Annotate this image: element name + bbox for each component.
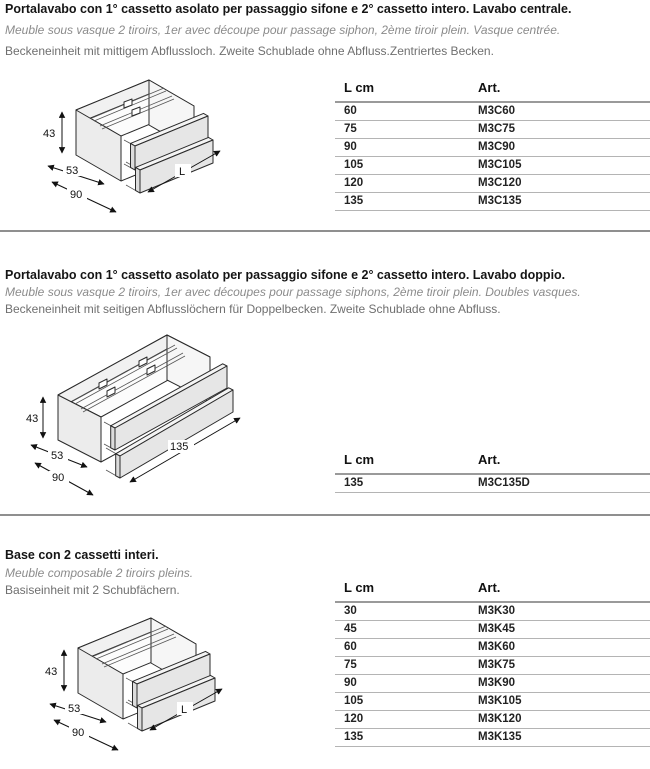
dimension-height [26, 397, 43, 438]
dimension-depth [48, 164, 104, 184]
section-divider-2 [0, 514, 650, 516]
spec-row [335, 193, 650, 211]
spec-cell: 75 [335, 657, 469, 675]
cabinet-drawing-2 [25, 333, 285, 505]
spec-cell: M3K30 [469, 602, 650, 621]
section2-title-french: Meuble sous vasque 2 tiroirs, 1er avec découpes pour passage siphons, 2ème tiroir plein. Doubles vasques. [5, 285, 581, 299]
spec-row [335, 157, 650, 175]
spec-row [335, 657, 650, 675]
col-article-header: Art. [469, 578, 650, 602]
height-label: 43 [43, 128, 56, 140]
spec-cell: M3K120 [469, 711, 650, 729]
spec-row [335, 175, 650, 193]
width-label: 135 [170, 441, 189, 453]
height-label: 43 [45, 666, 58, 678]
total-depth-label: 90 [70, 189, 83, 201]
cabinet-drawing-3 [42, 612, 282, 752]
section3-title-french: Meuble composable 2 tiroirs pleins. [5, 566, 194, 580]
total-depth-label: 90 [72, 727, 85, 739]
spec-cell: M3K90 [469, 675, 650, 693]
spec-header-row [335, 450, 650, 474]
spec-cell: M3C105 [469, 157, 650, 175]
section1-title-german: Beckeneinheit mit mittigem Abflussloch. Zweite Schublade ohne Abfluss.Zentriertes Becken. [5, 44, 494, 58]
spec-cell: 135 [335, 193, 469, 211]
col-article-header: Art. [469, 78, 650, 102]
spec-cell: 120 [335, 711, 469, 729]
cabinet-isometric-svg [40, 74, 280, 214]
spec-row [335, 121, 650, 139]
spec-cell: M3C90 [469, 139, 650, 157]
spec-row [335, 474, 650, 493]
dimension-total-depth [35, 463, 93, 495]
spec-row [335, 675, 650, 693]
cabinet-drawing-1 [40, 74, 280, 214]
total-depth-label: 90 [52, 472, 65, 484]
dimension-height [45, 650, 64, 691]
width-label: L [179, 166, 186, 178]
spec-row [335, 102, 650, 121]
spec-cell: M3K75 [469, 657, 650, 675]
spec-cell: 60 [335, 639, 469, 657]
col-article-header: Art. [469, 450, 650, 474]
spec-cell: 30 [335, 602, 469, 621]
spec-cell: 75 [335, 121, 469, 139]
spec-row [335, 602, 650, 621]
cabinet-isometric-svg [42, 612, 282, 752]
spec-row [335, 729, 650, 747]
dimension-total-depth [52, 182, 116, 212]
spec-cell: 45 [335, 621, 469, 639]
spec-cell: 105 [335, 157, 469, 175]
dimension-total-depth [54, 720, 118, 750]
dimension-height [43, 112, 62, 153]
spec-cell: 105 [335, 693, 469, 711]
spec-header-row [335, 578, 650, 602]
spec-cell: M3K105 [469, 693, 650, 711]
spec-cell: M3C135 [469, 193, 650, 211]
spec-cell: M3K60 [469, 639, 650, 657]
spec-cell: M3K135 [469, 729, 650, 747]
spec-cell: M3C120 [469, 175, 650, 193]
depth-label: 53 [51, 450, 64, 462]
cabinet-isometric-svg [25, 333, 285, 505]
spec-row [335, 621, 650, 639]
spec-cell: M3C60 [469, 102, 650, 121]
section3-title-italian: Base con 2 cassetti interi. [5, 548, 159, 562]
section2-title-italian: Portalavabo con 1° cassetto asolato per passaggio sifone e 2° cassetto intero. Lavabo doppio. [5, 268, 566, 282]
spec-table-1 [335, 78, 650, 211]
spec-table-2 [335, 450, 650, 493]
col-length-header: L cm [335, 78, 469, 102]
spec-cell: M3C135D [469, 474, 650, 493]
section1-title-french: Meuble sous vasque 2 tiroirs, 1er avec découpe pour passage siphon, 2ème tiroir plein. Vasque centrée. [5, 23, 561, 37]
spec-cell: 135 [335, 729, 469, 747]
width-label: L [181, 704, 188, 716]
col-length-header: L cm [335, 450, 469, 474]
section-divider-1 [0, 230, 650, 232]
depth-label: 53 [68, 703, 81, 715]
section2-title-german: Beckeneinheit mit seitigen Abflusslöchern für Doppelbecken. Zweite Schublade ohne Abfluss. [5, 302, 501, 316]
spec-cell: M3K45 [469, 621, 650, 639]
spec-cell: 60 [335, 102, 469, 121]
spec-cell: M3C75 [469, 121, 650, 139]
spec-header-row [335, 78, 650, 102]
spec-row [335, 693, 650, 711]
section3-title-german: Basiseinheit mit 2 Schubfächern. [5, 583, 180, 597]
spec-cell: 135 [335, 474, 469, 493]
spec-row [335, 139, 650, 157]
depth-label: 53 [66, 165, 79, 177]
spec-cell: 90 [335, 139, 469, 157]
dimension-depth [50, 702, 106, 722]
spec-cell: 90 [335, 675, 469, 693]
spec-cell: 120 [335, 175, 469, 193]
spec-row [335, 711, 650, 729]
col-length-header: L cm [335, 578, 469, 602]
section1-title-italian: Portalavabo con 1° cassetto asolato per passaggio sifone e 2° cassetto intero. Lavabo centrale. [5, 2, 572, 16]
height-label: 43 [26, 413, 39, 425]
spec-row [335, 639, 650, 657]
spec-table-3 [335, 578, 650, 747]
